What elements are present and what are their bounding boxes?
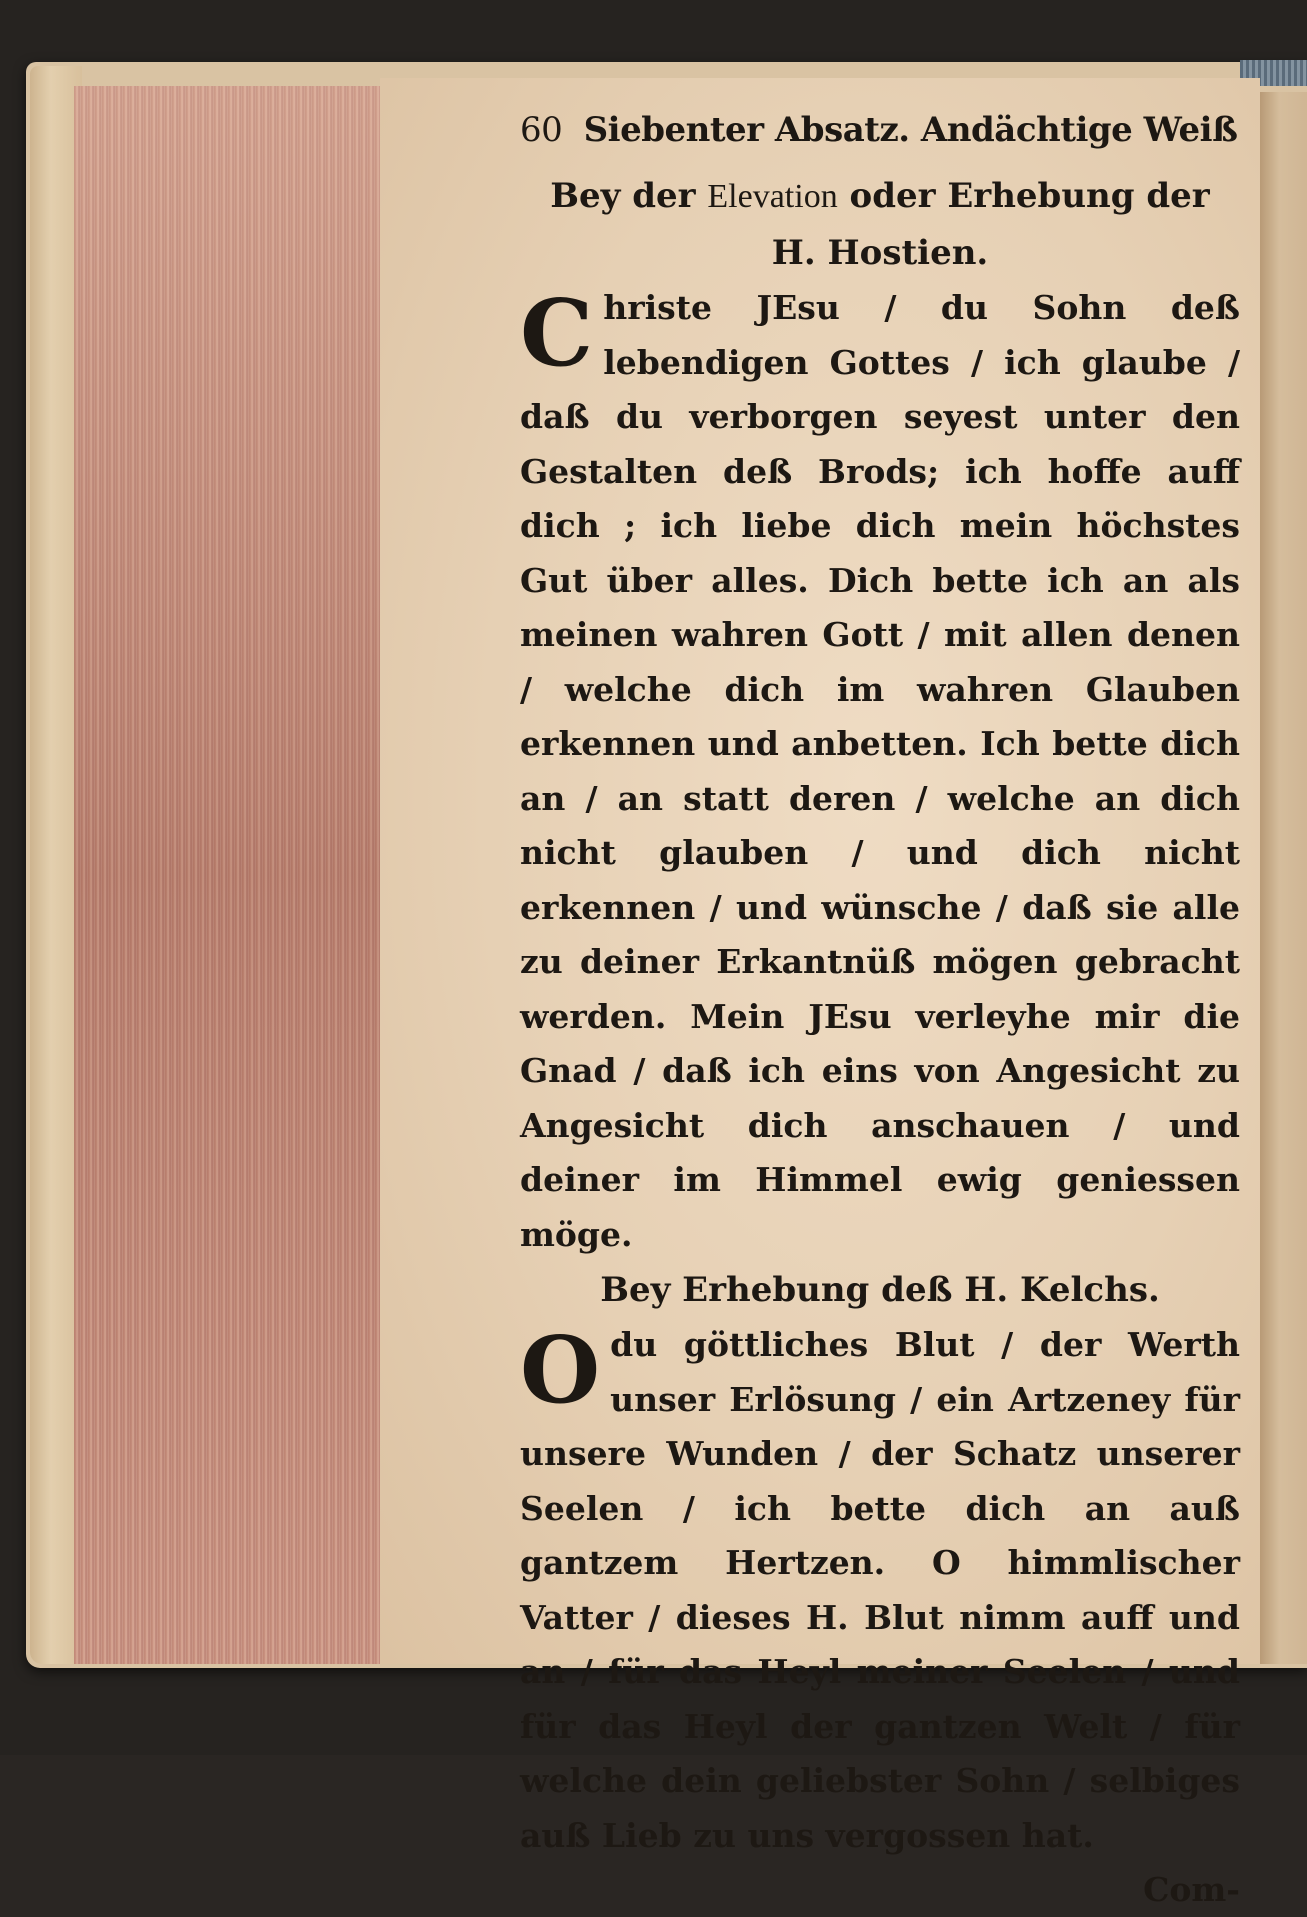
dropcap: C [520,279,594,387]
facing-page-edge [1258,92,1307,1664]
dropcap: O [520,1316,601,1424]
heading-latin-word: Elevation [707,178,838,215]
running-head [520,110,1240,150]
catchword: Com- [1143,1870,1240,1909]
page-number: 60 [520,110,563,150]
prayer-text: du göttliches Blut / der Werth unser Erlösung / ein Artzeney für unsere Wunden / der Schatz unserer Seelen / ich bette dich an auß gantzem Hertzen. O himmlischer Vatter / dieses H. Blut nimm auff und an / für das Heyl meiner Seelen / und für das Heyl der gantzen Welt / für welche dein geliebster Sohn / selbiges auß Lieb zu uns vergossen hat. [520,1325,1240,1855]
prayer-paragraph-host [520,281,1240,1262]
prayer-paragraph-chalice [520,1318,1240,1863]
prayer-text: hriste JEsu / du Sohn deß lebendigen Gottes / ich glaube / daß du verborgen seyest unter den Gestalten deß Brods; ich hoffe auff dich ; ich liebe dich mein höchstes Gut über alles. Dich bette ich an als meinen wahren Gott / mit allen denen / welche dich im wahren Glauben erkennen und anbetten. Ich bette dich an / an statt deren / welche an dich nicht glauben / und dich nicht erkennen / und wünsche / daß sie alle zu deiner Erkantnüß mögen gebracht werden. Mein JEsu verleyhe mir die Gnad / daß ich eins von Angesicht zu Angesicht dich anschauen / und deiner im Himmel ewig geniessen möge. [520,288,1240,1254]
page-text [520,110,1240,1917]
page-edges [74,86,382,1664]
section-heading-elevation [520,168,1240,225]
heading-part-1: Bey der [550,176,696,216]
section-heading-elevation-line2: H. Hostien. [771,233,989,273]
running-title: Siebenter Absatz. Andächtige Weiß [583,110,1238,150]
section-heading-chalice: Bey Erhebung deß H. Kelchs. [600,1270,1160,1310]
heading-part-2: oder Erhebung der [849,176,1210,216]
